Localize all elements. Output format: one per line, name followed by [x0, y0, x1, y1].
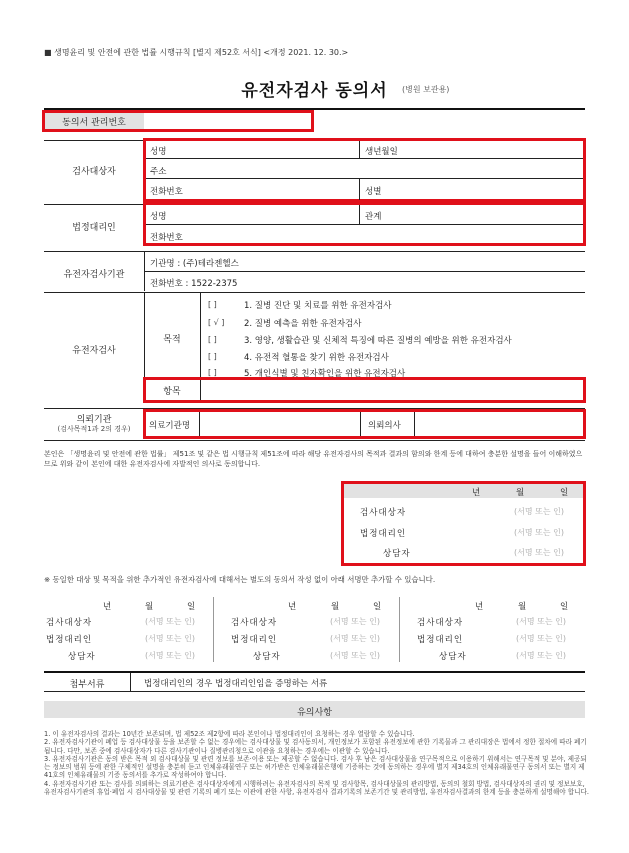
- rule-v: [200, 292, 201, 377]
- institution-section-label: 유전자검사기관: [63, 270, 125, 280]
- checkbox-checked[interactable]: [ √ ]: [208, 318, 225, 327]
- rule-v: [359, 205, 360, 224]
- rule-v: [359, 141, 360, 158]
- sig-subject-placeholder[interactable]: (서명 또는 인): [514, 507, 564, 516]
- sig-counselor-label: 상담자: [439, 652, 467, 662]
- rule-v: [200, 380, 201, 400]
- sig-day: 일: [560, 488, 570, 498]
- checkbox[interactable]: [ ]: [208, 368, 217, 377]
- sig-legal-label: 법정대리인: [46, 635, 93, 645]
- sig-counselor-label: 상담자: [68, 652, 96, 662]
- rule: [44, 671, 585, 673]
- subject-section-label: 검사대상자: [72, 167, 116, 177]
- sig-counselor-label: 상담자: [383, 549, 411, 559]
- rule-v: [399, 597, 400, 662]
- sig-year: 년: [103, 602, 113, 612]
- note-item: 2. 유전자검사기관이 폐업 등 검사대상물 등을 보존할 수 없는 경우에는 검사대상물 및 검사동의서, 개인정보가 포함된 유전정보에 관한 기록물과 그 관리대장은 법에서 정한 절차에 따라 폐기됩니다. 다만, 보존 중에 검사대상자가 다른 검사기관이나 질병관리청으로 이관을 요청하는 경우에는 이관할 수 있습니다.: [44, 738, 587, 755]
- page-title: 유전자검사 동의서: [241, 81, 388, 101]
- note-item: 4. 유전자검사기관 또는 검사를 의뢰하는 의료기관은 검사대상자에게 시행하려는 유전자검사의 목적 및 검사항목, 검사대상물의 관리방법, 동의의 철회 방법, 검사대상자의 권리 및 정보보호, 유전자검사기관의 휴업·폐업 시 검사대상물 및 관련 기록의 폐기 또는 이관에 관한 사항, 유전자검사 결과기록의 보존기간 및 관리방법, 유전자검사결과의 한계 등을 충분하게 설명해야 합니다.: [44, 779, 589, 797]
- rule: [146, 178, 583, 179]
- purpose-text: 5. 개인식별 및 친자확인을 위한 유전자검사: [244, 369, 406, 379]
- consent-text: 본인은 「생명윤리 및 안전에 관한 법률」 제51조 및 같은 법 시행규칙 제51조에 따라 해당 유전자검사의 목적과 결과의 함의와 한계 등에 대하여 충분한 설명을 들어 이해하였으므로 위와 같이 본인에 대한 유전자검사에 자발적인 의사로 동의합니다.: [44, 450, 583, 468]
- rule-v: [414, 412, 415, 436]
- sig-day: 일: [187, 602, 197, 612]
- sig-legal-placeholder[interactable]: (서명 또는 인): [514, 528, 564, 537]
- items-highlight: [143, 377, 586, 403]
- subject-phone-label: 전화번호: [150, 187, 183, 197]
- purpose-text: 4. 유전적 혈통을 찾기 위한 유전자검사: [244, 353, 389, 363]
- sig-month: 월: [145, 602, 155, 612]
- sig-placeholder[interactable]: (서명 또는 인): [516, 634, 566, 643]
- legal-section-label: 법정대리인: [72, 223, 116, 233]
- sig-placeholder[interactable]: (서명 또는 인): [516, 651, 566, 660]
- test-section-label: 유전자검사: [72, 346, 116, 356]
- sig-year: 년: [288, 602, 298, 612]
- sig-counselor-label: 상담자: [253, 652, 281, 662]
- sig-subject-label: 검사대상자: [231, 618, 278, 628]
- subject-dob-label: 생년월일: [365, 147, 398, 157]
- sig-legal-label: 법정대리인: [231, 635, 278, 645]
- notes-title: 유의사항: [297, 708, 332, 718]
- sig-placeholder[interactable]: (서명 또는 인): [330, 651, 380, 660]
- sig-placeholder[interactable]: (서명 또는 인): [330, 617, 380, 626]
- sig-month: 월: [516, 488, 526, 498]
- requesting-doctor-label: 의뢰의사: [368, 421, 401, 431]
- rule-v: [359, 179, 360, 200]
- additional-note: ※ 동일한 대상 및 목적을 위한 추가적인 유전자검사에 대해서는 별도의 동의서 작성 없이 아래 서명만 추가할 수 있습니다.: [44, 575, 436, 584]
- sig-subject-label: 검사대상자: [360, 508, 407, 518]
- requesting-highlight: [143, 409, 586, 439]
- mgmt-highlight: [42, 110, 314, 132]
- sig-placeholder[interactable]: (서명 또는 인): [516, 617, 566, 626]
- subject-name-label: 성명: [150, 147, 167, 157]
- sig-day: 일: [373, 602, 383, 612]
- rule: [146, 158, 583, 159]
- rule: [44, 251, 585, 252]
- rule: [146, 224, 583, 225]
- notes-list: [44, 730, 589, 796]
- sig-day: 일: [560, 602, 570, 612]
- sig-subject-label: 검사대상자: [46, 618, 93, 628]
- sig-legal-label: 법정대리인: [417, 635, 464, 645]
- sig-placeholder[interactable]: (서명 또는 인): [145, 651, 195, 660]
- regulation-header: ■ 생명윤리 및 안전에 관한 법률 시행규칙 [별지 제52호 서식] <개정 2021. 12. 30.>: [44, 48, 349, 57]
- legal-relation-label: 관계: [365, 212, 382, 222]
- sig-placeholder[interactable]: (서명 또는 인): [330, 634, 380, 643]
- purpose-text: 1. 질병 진단 및 치료를 위한 유전자검사: [244, 301, 392, 311]
- purpose-label: 목적: [163, 335, 181, 345]
- page-subtitle: (병원 보관용): [402, 85, 450, 94]
- subject-address-label: 주소: [150, 167, 167, 177]
- requesting-org-label: 의료기관명: [149, 421, 191, 431]
- checkbox[interactable]: [ ]: [208, 335, 217, 344]
- sig-placeholder[interactable]: (서명 또는 인): [145, 634, 195, 643]
- legal-name-label: 성명: [150, 212, 167, 222]
- rule: [44, 292, 585, 293]
- rule-v: [199, 412, 200, 436]
- rule-v: [360, 412, 361, 436]
- institution-name: 기관명 : (주)테라젠헬스: [150, 259, 239, 269]
- sig-month: 월: [331, 602, 341, 612]
- checkbox[interactable]: [ ]: [208, 300, 217, 309]
- rule: [44, 691, 585, 692]
- rule-v: [213, 597, 214, 662]
- legal-phone-label: 전화번호: [150, 233, 183, 243]
- subject-sex-label: 성별: [365, 187, 382, 197]
- institution-phone: 전화번호 : 1522-2375: [150, 279, 238, 289]
- sig-subject-label: 검사대상자: [417, 618, 464, 628]
- purpose-text: 2. 질병 예측을 위한 유전자검사: [244, 319, 362, 329]
- sig-counselor-placeholder[interactable]: (서명 또는 인): [514, 548, 564, 557]
- requesting-section-note: (검사목적1과 2의 경우): [57, 425, 131, 433]
- sig-month: 월: [518, 602, 528, 612]
- sig-year: 년: [475, 602, 485, 612]
- purpose-text: 3. 영양, 생활습관 및 신체적 특징에 따른 질병의 예방을 위한 유전자검사: [244, 336, 512, 346]
- note-item: 3. 유전자검사기관은 동의 받은 목적 외 검사대상물 및 관련 정보를 보존·이용 또는 제공할 수 없습니다. 검사 후 남은 검사대상물을 연구목적으로 이용하기 위해서는 연구목적 및 분야, 제공되는 정보의 범위 등에 관한 구체적인 설명을 충분히 듣고 인체유래물연구 또는 허가받은 인체유래물은행에 기증하는 것에 동의하는 경우에 별지 제34호의 인체유래물연구 동의서 또는 별지 제41호의 인체유래물의 기증 동의서를 추가로 작성하여야 합니다.: [44, 754, 587, 780]
- rule: [44, 440, 585, 441]
- note-item: 1. 이 유전자검사의 결과는 10년간 보존되며, 법 제52조 제2항에 따라 본인이나 법정대리인이 요청하는 경우 열람할 수 있습니다.: [44, 730, 415, 738]
- attachment-text: 법정대리인의 경우 법정대리인임을 증명하는 서류: [144, 679, 328, 689]
- checkbox[interactable]: [ ]: [208, 352, 217, 361]
- attachment-label: 첨부서류: [69, 680, 105, 690]
- date-band: [344, 484, 583, 498]
- rule-v: [130, 673, 131, 691]
- sig-placeholder[interactable]: (서명 또는 인): [145, 617, 195, 626]
- requesting-section-label: 의뢰기관: [76, 415, 112, 425]
- items-label: 항목: [163, 387, 181, 397]
- rule: [144, 271, 585, 272]
- mgmt-label: 동의서 관리번호: [62, 118, 126, 128]
- sig-year: 년: [472, 488, 482, 498]
- sig-legal-label: 법정대리인: [360, 529, 407, 539]
